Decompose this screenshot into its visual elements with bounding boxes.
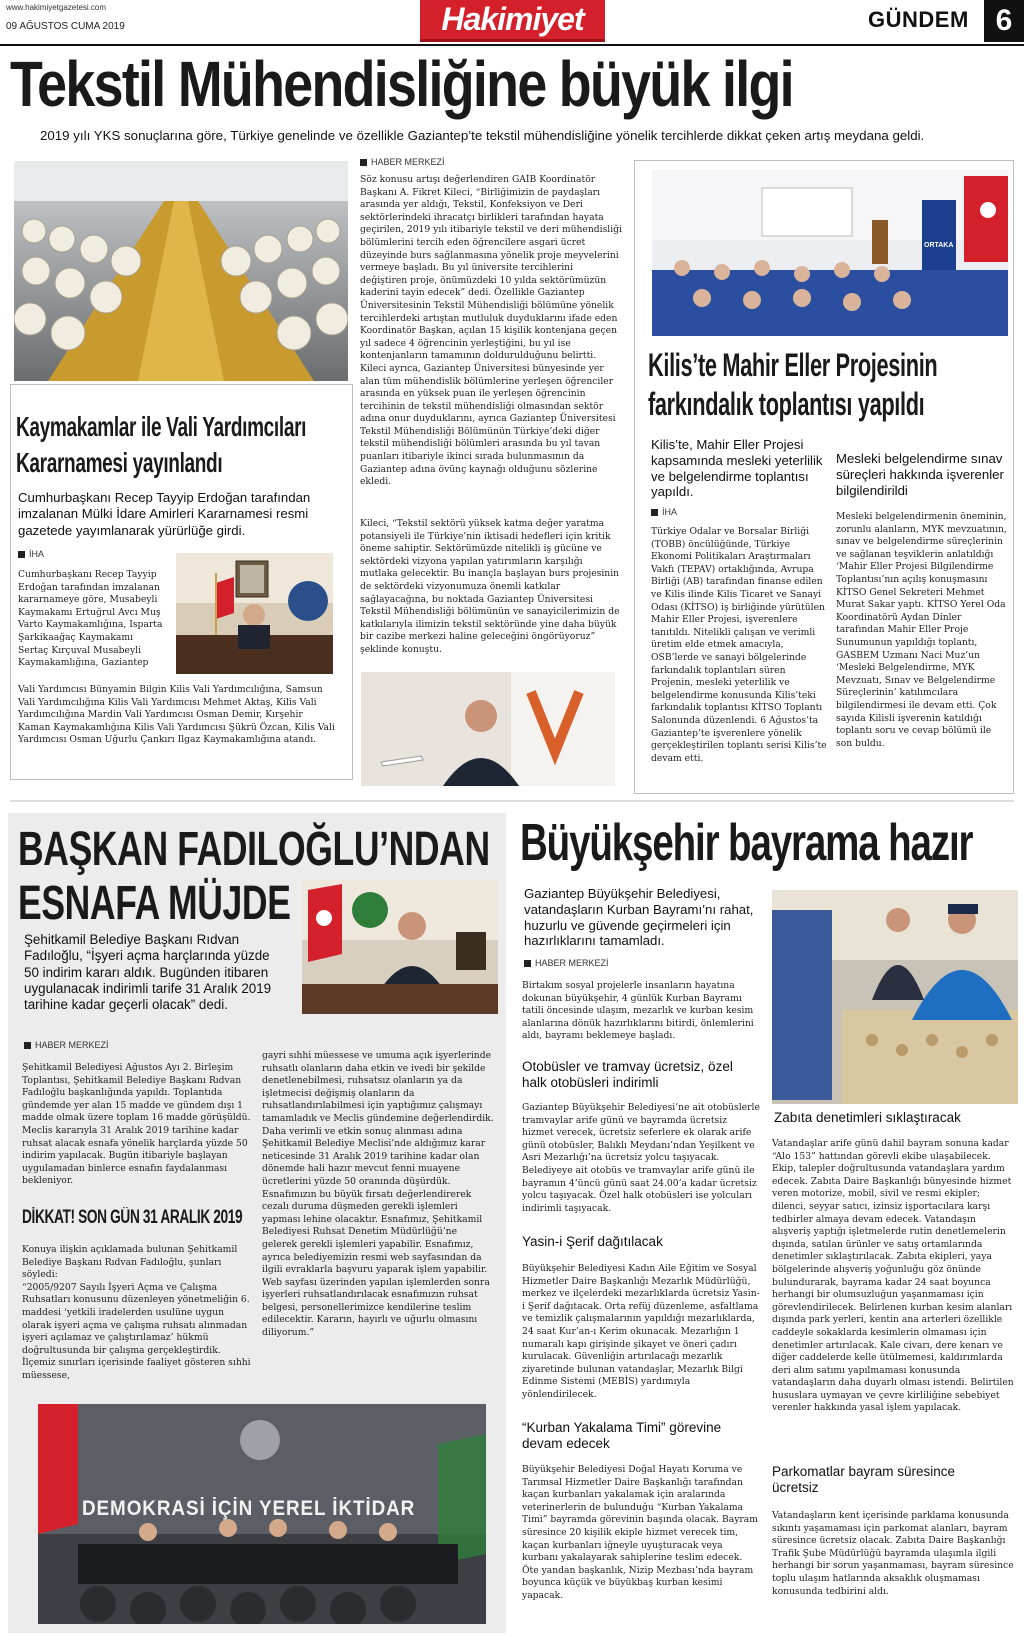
kilis-lead-2: Mesleki belgelendirme sınav süreçleri hakkında işverenler bilgilendirildi	[836, 451, 1004, 498]
buyuksehir-source	[524, 958, 609, 968]
section-label: GÜNDEM	[868, 7, 969, 32]
website-url[interactable]: www.hakimiyetgazetesi.com	[6, 3, 107, 12]
buyuksehir-body-1: Gaziantep Büyükşehir Belediyesi’ne ait otobüslerle tramvaylar arife günü ve bayramda ücretsiz hizmet verecek, ücretsiz seferlere ek olarak arife günü otobüsler, Balıklı Meydanı’ndan Yeşilkent ve Asri Mezarlığı’na ücretsiz yolcu taşıyacak. Belediyeye ait otobüs ve tramvaylar arife günü ile bayramın 4’üncü günü saat 24.00’a kadar ücretsiz yolcu taşıyacak. Özel halk otobüsleri ise yolcuları indirimli taşıyacak.	[522, 1102, 760, 1214]
buyuksehir-body-5: Vatandaşların kent içerisinde parklama konusunda sıkıntı yaşamaması için parkomat alanları, bayram süresince ücretsiz olacak. Zabıta Daire Başkanlığı Trafik Şube Müdürlüğü bayramda ulaşımla ilgili herhangi bir sorun yaşanmaması, bayram süresince toplu ulaşım hatlarında aksaklık oluşmaması konusunda tedbirini aldı.	[772, 1510, 1014, 1597]
kaymakam-office-photo	[176, 553, 333, 674]
fadiloglu-subhead: DİKKAT! SON GÜN 31 ARALIK 2019	[22, 1207, 243, 1228]
buyuksehir-body-4: Vatandaşlar arife günü dahil bayram sonuna kadar “Alo 153” hattından görevli ekibe ulaşabilecek. Ekip, talepler doğrultusunda vatandaşlara yardım edecek. Zabıta Daire Başkanlığı bünyesinde hizmet veren motorize, mobil, sivil ve resmi ekipler; dilenci, seyyar satıcı, izinsiz işportacılara karşı tedbirler almaya devam edecek. Vatandaşın alışveriş yaptığı işletmelerde rutin denetlemelerin dışında, satılan ürünler ve satış ortamlarında denetimler sıklaştırılacak. Zabıta ekipleri, yaya bölgelerinde alışveriş yoğunluğu göz önünde bulundurarak, bayrama kadar 24 saat boyunca herhangi bir olumsuzluğun yaşanmaması için görevlendirilecek. Belirlenen kurban kesim alanları dışında park yerleri, kentin ana arterleri özellikle caddeyle sokaklarda kesimlerin olmaması için denetimler artırılacak. Kale civarı, dere kenarı ve diğer caddelerde kelle ütülmemesi, kaldırımlarda deri alım satımı yapılmaması konusunda vatandaşların daha duyarlı olması istendi. Belirtilen hususlara uymayan ve çevre kirliliğine sebebiyet verenler hakkında yasal işlem yapılacak.	[772, 1138, 1014, 1414]
buyuksehir-subhead-3: “Kurban Yakalama Timi” görevine devam edecek	[522, 1420, 722, 1451]
fadiloglu-source	[24, 1040, 109, 1050]
kilis-title-line2: farkındalık toplantısı yapıldı	[648, 386, 925, 422]
kileci-portrait-photo	[361, 672, 615, 786]
fadiloglu-source-label: HABER MERKEZİ	[35, 1040, 109, 1050]
fadiloglu-body-3: gayri sıhhi müessese ve umuma açık işyerlerinde ruhsatlı olanların daha etkin ve ivedi bir şekilde denetlenebilmesi, ruhsatsız olanların ya da işletmecisi değişmiş olanların da ruhsatlandırılabilmesi için yaptığımız çalışmayı tamamladık ve Meclis gündemine değerlendirdik. Daha verimli ve etkin sonuç alınması adına Şehitkamil Belediye Meclisi’nde aldığımız karar neticesinde 31 Aralık 2019 tarihine kadar olan dönemde hali hazır mevcut fenni muayene ücretlerini yüzde 50 oranında düşürdük. Esnafımızın bu büyük fırsatı değerlendirerek cezalı duruma düşmeden gerekli işlemleri yapması lehine olacaktır. Esnafımız, Şehitkamil Belediyesi Ruhsat Denetim Müdürlüğü’ne gelerek gerekli işlemleri yapabilir. Esnafımız, ayrıca belediyemizin resmi web sayfasından da ilgili evraklarla başvuru yaparak işlem yapabilir. Web sayfası üzerinden yapılan işlemlerden sonra işyerleri ruhsatlandırılacak esnafımızın ruhsat belgesi, personellerimizce kendilerine teslim edilecektir. Kararın, hayırlı ve uğurlu olmasını diliyorum.”	[262, 1050, 494, 1339]
buyuksehir-subhead-1: Otobüsler ve tramvay ücretsiz, özel halk otobüsleri indirimli	[522, 1059, 733, 1090]
main-source	[360, 157, 445, 167]
fadiloglu-lead: Şehitkamil Belediye Başkanı Rıdvan Fadıloğlu, “İşyeri açma harçlarında yüzde 50 indirim kararı aldık. Bugünden itibaren uygulanacak indirimli tarife 31 Aralık 2019 tarihine kadar geçerli olacak” dedi.	[24, 932, 272, 1013]
buyuksehir-lead: Gaziantep Büyükşehir Belediyesi, vatandaşların Kurban Bayramı’nı rahat, huzurlu ve güvende geçirmeleri için hazırlıklarını tamamladı.	[524, 886, 754, 949]
buyuksehir-source-label: HABER MERKEZİ	[535, 958, 609, 968]
main-headline: Tekstil Mühendisliğine büyük ilgi	[10, 48, 793, 120]
kilis-lead: Kilis’te, Mahir Eller Projesi kapsamında mesleki yeterlilik ve belgelendirme toplantısı yapıldı.	[651, 437, 823, 500]
main-body: Söz konusu artışı değerlendiren GAİB Koordinatör Başkanı A. Fikret Kileci, “Birliğimizin de paydaşları arasında yer aldığı, Tekstil, Konfeksiyon ve Deri sektörlerindeki ihracatçı birlikleri tarafından hayata geçirilen, 2019 yılı itibariyle tekstil ve deri mühendisliği bölümlerini tercih eden öğrencilere asgari ücret düzeyinde burs sağlanmasına yönelik proje meyvelerini vermeye başladı. Bu yıl üniversite tercihlerini değiştiren proje, önümüzdeki 10 yılda sektörümüzün kaderini tayin edecek” dedi. Özellikle Gaziantep Üniversitesinin Tekstil Mühendisliği bölümüne yönelik tercihlerdeki artıştan mutluluk duyduklarını ifade eden Koordinatör Başkan, açılan 15 kişilik kontenjana geçen yıl sadece 4 öğrencinin yerleştiğini, bu yıl ise kontenjanların tamamının doldurulduğunu belirtti. Kileci ayrıca, Gaziantep Üniversitesi bünyesinde yer alan tüm mühendislik bölümlerine yerleşen öğrenciler arasında en yüksek puan ile yerleşen öğrencinin tercihinin de tekstil mühendisliği olmasından sektör adına onur duyduklarını, ayrıca Gaziantep Üniversitesi Tekstil Mühendisliği Bölümünün Türkiye’deki diğer tekstil mühendisliği bölümleri arasında bu yıl tavan puanları itibariyle ikinci sırada bulunmasının da Gaziantep adına övünç kaynağı olduğunu sözlerine ekledi.	[360, 174, 622, 488]
issue-date: 09 AĞUSTOS CUMA 2019	[6, 21, 125, 32]
kilis-meeting-photo	[652, 170, 1008, 336]
main-body-quote: Kileci, “Tekstil sektörü yüksek katma değer yaratma potansiyeli ile Türkiye’nin iktisadi hedefleri için kritik öneme sahiptir. Sektörümüzde nitelikli iş gücüne ve sektördeki vizyona yapılan yatırımların karşılığı mutlaka gelecektir. Bu inançla başlayan burs projesinin de sektördeki vizyonumuza önemli katkılar sağlayacağına, bu noktada Gaziantep Üniversitesi Tekstil Mühendisliği bölümünün ve sanayicilerimizin de katkılarıyla ilimizin tekstil sektöründe yine daha büyük bir cazibe merkezi haline geleceğini öngörüyoruz” şeklinde konuştu.	[360, 518, 620, 655]
kilis-source	[651, 507, 677, 517]
fadiloglu-title-line1: BAŞKAN FADILOĞLU’NDAN	[18, 823, 490, 876]
main-source-label: HABER MERKEZİ	[371, 157, 445, 167]
kilis-title-line1: Kilis’te Mahir Eller Projesinin	[648, 347, 938, 383]
buyuksehir-subhead-2: Yasin-i Şerif dağıtılacak	[522, 1234, 663, 1249]
kilis-body-1: Türkiye Odalar ve Borsalar Birliği (TOBB) öncülüğünde, Türkiye Ekonomi Politikaları Araştırmaları Vakfı (TEPAV) ortaklığında, Avrupa Birliği (AB) tarafından finanse edilen ve Kilis ilinde Kilis Ticaret ve Sanayi Odası (KİTSO) iş birliğinde yürütülen Mahir Eller Projesi, işverenlere tanıtıldı. Nitelikli çalışan ve verimli üretim elde etmek amacıyla, OSB’lerde ve sanayi bölgelerinde farkındalık toplantıları süren Projenin, mesleki yeterlilik ve belgelendirme konusunda Kilis’teki farkındalık toplantısı KİTSO Toplantı Salonunda düzenlendi. 6 Ağustos’ta Gaziantep’te işverenlere yönelik gerçekleştirilen toplantı serisi Kilis’te devam etti.	[651, 526, 827, 764]
buyuksehir-body-2: Büyükşehir Belediyesi Kadın Aile Eğitim ve Sosyal Hizmetler Daire Başkanlığı Mezarlık Müdürlüğü, merkez ve ilçelerdeki mezarlıklarda ücretsiz Yasin-i Şerif dağıtacak. Orta refüj düzenleme, asfaltlama ve temizlik çalışmalarının yapıldığı mezarlıklarda, 24 saat Kur’an-ı Kerim okunacak. Mezarlığın 1 numaralı kapı girişinde şikayet ve öneri çadırı kurulacak. Güvenliğin artırılacağı mezarlık ziyaretinde bulunan vatandaşlar, Mezarlık Bilgi Edinme Sistemi (MEBİS) yardımıyla yönlendirilecek.	[522, 1263, 760, 1400]
page-number: 6	[984, 0, 1024, 42]
kaymakam-title-line1: Kaymakamlar ile Vali Yardımcıları	[16, 411, 307, 442]
fadiloglu-title-line2: ESNAFA MÜJDE	[18, 877, 291, 930]
fadiloglu-body-2: Konuya ilişkin açıklamada bulunan Şehitkamil Belediye Başkanı Rıdvan Fadıloğlu, şunları söyledi: “2005/9207 Sayılı İşyeri Açma ve Çalışma Ruhsatları konusunu düzenleyen yönetmeliğin 6. maddesi ‘yetkili iradelerden usulüne uygun olarak işyeri açma ve çalışma ruhsatı alınmadan işyeri açılamaz ve çalıştırılamaz’ hükmü doğrultusunda bir çalışma gerçekleştirdik. İlçemiz sınırları içerisinde faaliyet gösteren sıhhi müessese,	[22, 1244, 251, 1381]
logo-text: Hakimiyet	[441, 1, 584, 37]
main-subheadline: 2019 yılı YKS sonuçlarına göre, Türkiye genelinde ve özellikle Gaziantep’te tekstil mühendisliğine yönelik tercihlerde dikkat çeken artış meydana geldi.	[40, 128, 925, 143]
textile-factory-photo	[14, 161, 348, 381]
buyuksehir-subhead-4: Parkomatlar bayram süresince ücretsiz	[772, 1464, 956, 1495]
kilis-banner-text: ORTAKA	[924, 242, 954, 249]
fadiloglu-body-1: Şehitkamil Belediyesi Ağustos Ayı 2. Birleşim Toplantısı, Şehitkamil Belediye Başkanı Rıdvan Fadıloğlu başkanlığında yapıldı. Toplantıda gündemde yer alan 15 madde ve gündem dışı 1 madde olmak üzere toplam 16 madde görüşüldü. Meclis kararıyla 31 Aralık 2019 tarihine kadar ruhsat alacak esnafa yönelik harçlarda yüzde 50 indirim yapılacak. Bugün itibariyle başlayan uygulamadan binlerce esnafın faydalanması bekleniyor.	[22, 1062, 251, 1187]
zabita-caption: Zabıta denetimleri sıklaştıracak	[774, 1110, 961, 1125]
fadiloglu-office-photo	[302, 880, 498, 1014]
kaymakam-title-line2: Kararnamesi yayınlandı	[16, 447, 223, 478]
masthead-logo	[420, 0, 605, 42]
kilis-source-label: İHA	[662, 507, 678, 517]
buyuksehir-body-3: Büyükşehir Belediyesi Doğal Hayatı Koruma ve Tarımsal Hizmetler Daire Başkanlığı tarafından kaçan kurbanları yakalamak için aralarında veterinerlerin de bulunduğu “Kurban Yakalama Timi” bayramda görevinin başında olacak. Bayram süresince 20 kişilik ekiple hizmet verecek tim, kaçan kurbanları iğneyle uyuşturacak veya kurbanı yakalayarak sahiplerine teslim edecek. Öte yandan başkanlık, Nizip Mezbası’nda bayram boyunca küçük ve büyükbaş kurban kesimi yapacak.	[522, 1464, 758, 1601]
buyuksehir-title: Büyükşehir bayrama hazır	[520, 814, 973, 872]
kaymakam-source-label: İHA	[29, 549, 45, 559]
council-banner-text: DEMOKRASİ İÇİN YEREL İKTİDAR	[82, 1497, 416, 1520]
kaymakam-source	[18, 549, 44, 559]
kilis-body-2: Mesleki belgelendirmenin öneminin, zorunlu alanların, MYK mevzuatının, sınav ve belgelendirme süreçlerinin ve sağlanan teşviklerin anlatıldığı ‘Mahir Eller Projesi Bilgilendirme Toplantısı’nın açılış konuşmasını KİTSO Genel Sekreteri Mehmet Murat Sakar yaptı. KİTSO Yerel Oda Koordinatörü Aydan Dinler tarafından Mahir Eller Proje Sunumunun yapıldığı toplantı, GASBEM Uzmanı Naci Muz’un ‘Mesleki Belgelendirme, MYK Mevzuatı, Sınav ve Belgelendirme Süreçlerinin’ katılımcılara bilgilendirmesi ile devam etti. Çok sayıda Kilisli işverenin katıldığı toplantı soru ve cevap bölümü ile son buldu.	[836, 511, 1007, 749]
kaymakam-body-narrow: Cumhurbaşkanı Recep Tayyip Erdoğan tarafından imzalanan kararnameye göre, Musabeyli Kaymakamı Ertuğrul Avcı Muş Varto Kaymakamlığına, Isparta Şarkikaağaç Kaymakamı Sertaç Kırçuval Musabeyli Kaymakamlığına, Gaziantep	[18, 569, 163, 669]
kaymakam-lead: Cumhurbaşkanı Recep Tayyip Erdoğan tarafından imzalanan Mülki İdare Amirleri Kararnamesi resmi gazetede yayımlanarak yürürlüğe girdi.	[18, 490, 311, 538]
buyuksehir-intro: Birtakım sosyal projelerle insanların hayatına dokunan büyükşehir, 4 günlük Kurban Bayramı tatili öncesinde ulaşım, mezarlık ve kurban kesim alanlarına dönük hazırlıklarını bitirdi, önlemlerini aldı, bayramı beklemeye başladı.	[522, 980, 754, 1042]
section-divider	[10, 800, 1014, 802]
zabita-inspection-photo	[772, 890, 1018, 1104]
kaymakam-body-wide: Vali Yardımcısı Bünyamin Bilgin Kilis Vali Yardımcılığına, Samsun Vali Yardımcılığına Kilis Vali Yardımcısı Mehmet Aktaş, Kilis Vali Yardımcılığına Mardin Vali Yardımcısı Osman Demir, Kırşehir Kaman Kaymakamlığına Kilis Vali Yardımcısı Şükrü Özcan, Kilis Vali Yardımcısı Osman Uğurlu Çankırı Ilgaz Kaymakamlığına atandı.	[18, 684, 335, 746]
